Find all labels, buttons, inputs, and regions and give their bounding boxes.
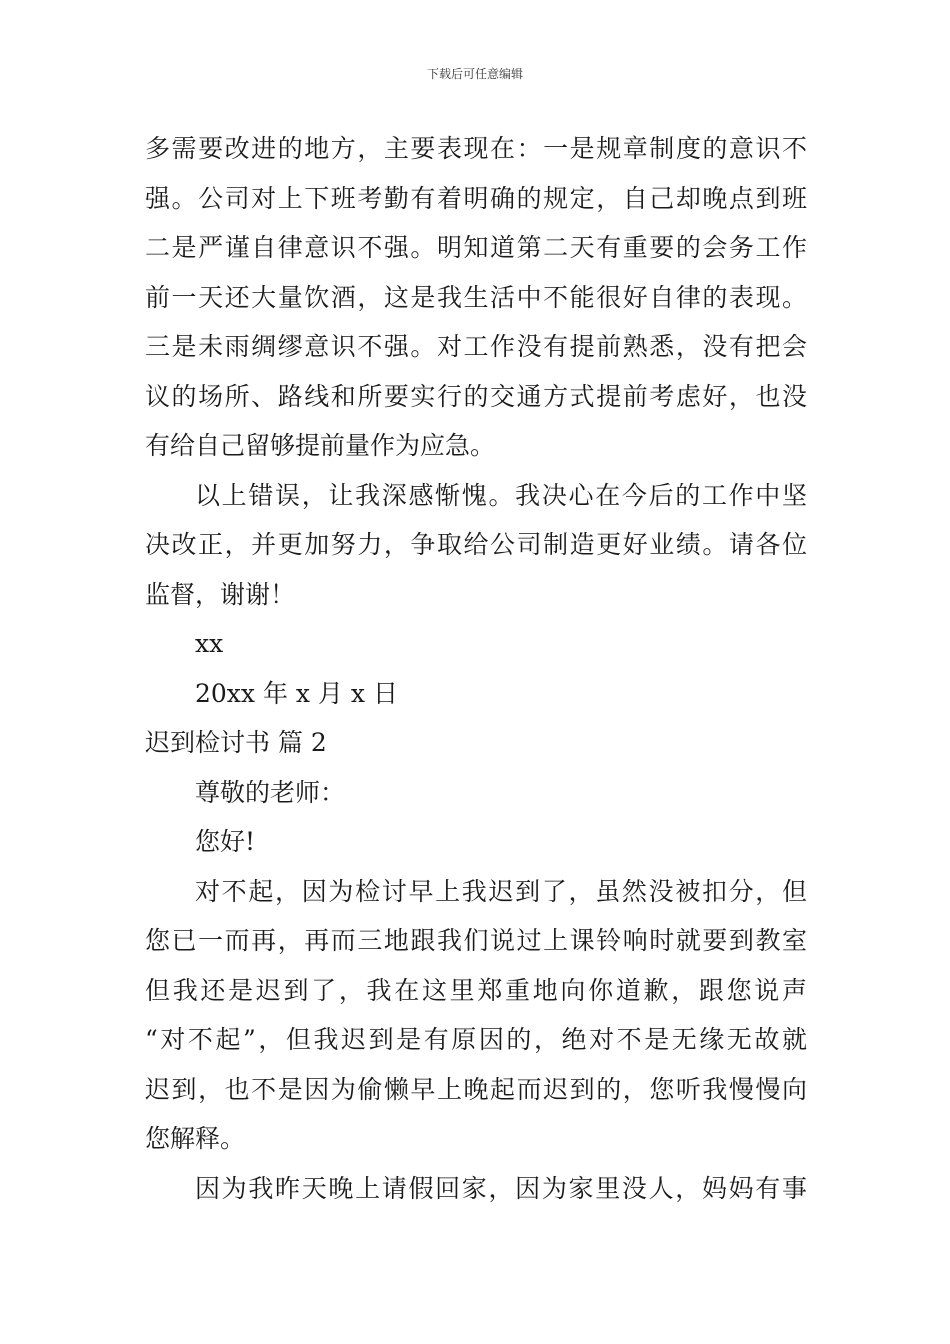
text-line: 多需要改进的地方，主要表现在：一是规章制度的意识不 bbox=[145, 134, 807, 163]
document-body bbox=[145, 124, 807, 1213]
text-line: 二是严谨自律意识不强。明知道第二天有重要的会务工作 bbox=[145, 233, 807, 262]
text-line: 监督，谢谢！ bbox=[145, 579, 296, 609]
text-line: 但我还是迟到了，我在这里郑重地向你道歉，跟您说声 bbox=[145, 975, 807, 1005]
section-heading: 迟到检讨书 篇 2 bbox=[145, 728, 327, 757]
paragraph-first-line: 对不起，因为检讨早上我迟到了，虽然没被扣分，但 bbox=[195, 876, 807, 906]
page-header-note: 下载后可任意编辑 bbox=[426, 67, 523, 81]
signature-name: xx bbox=[195, 629, 224, 658]
text-line: 决改正，并更加努力，争取给公司制造更好业绩。请各位 bbox=[145, 530, 807, 559]
text-line: 迟到，也不是因为偷懒早上晚起而迟到的，您听我慢慢向 bbox=[145, 1074, 807, 1104]
greeting: 您好! bbox=[195, 827, 256, 856]
text-line: 您解释。 bbox=[145, 1124, 246, 1153]
paragraph-first-line: 以上错误，让我深感惭愧。我决心在今后的工作中坚 bbox=[195, 480, 807, 510]
text-line: 前一天还大量饮酒，这是我生活中不能很好自律的表现。 bbox=[145, 282, 807, 312]
signature-date: 20xx 年 x 月 x 日 bbox=[195, 678, 398, 708]
text-line: “对不起”，但我迟到是有原因的，绝对不是无缘无故就 bbox=[145, 1025, 807, 1054]
text-line: 三是未雨绸缪意识不强。对工作没有提前熟悉，没有把会 bbox=[145, 332, 807, 361]
text-line: 有给自己留够提前量作为应急。 bbox=[145, 431, 496, 460]
text-line: 强。公司对上下班考勤有着明确的规定，自己却晚点到班 bbox=[145, 183, 807, 213]
text-line: 议的场所、路线和所要实行的交通方式提前考虑好，也没 bbox=[145, 381, 807, 411]
salutation: 尊敬的老师： bbox=[195, 777, 346, 807]
text-line: 您已一而再，再而三地跟我们说过上课铃响时就要到教室 bbox=[145, 926, 807, 955]
paragraph-first-line: 因为我昨天晚上请假回家，因为家里没人，妈妈有事 bbox=[195, 1173, 807, 1203]
